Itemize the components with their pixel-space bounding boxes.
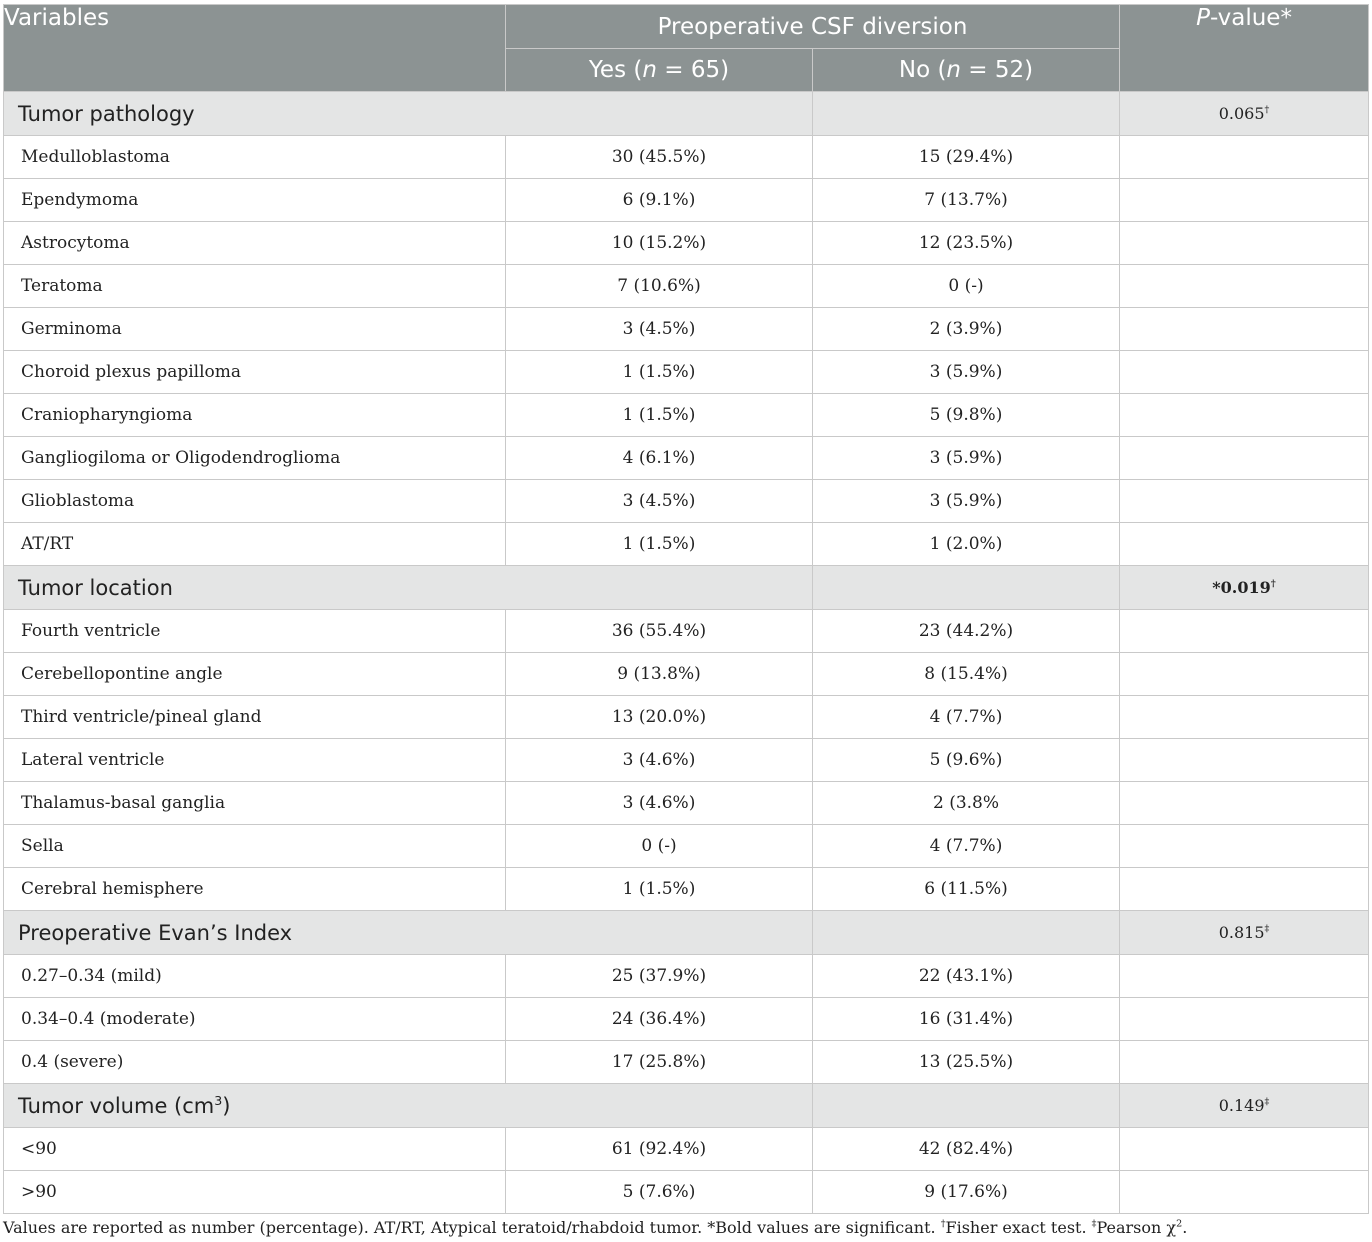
row-no-value: 4 (7.7%): [813, 825, 1120, 868]
row-label: >90: [4, 1171, 506, 1214]
row-p-cell: [1120, 955, 1369, 998]
row-label: Germinoma: [4, 308, 506, 351]
row-yes-value: 1 (1.5%): [506, 351, 813, 394]
section-title: Tumor pathology: [4, 92, 813, 136]
row-p-cell: [1120, 523, 1369, 566]
row-no-value: 3 (5.9%): [813, 437, 1120, 480]
row-label: 0.34–0.4 (moderate): [4, 998, 506, 1041]
row-p-cell: [1120, 653, 1369, 696]
data-table: [3, 4, 1369, 1214]
header-no: No (n = 52): [813, 49, 1120, 92]
row-label: Fourth ventricle: [4, 610, 506, 653]
table-row: [4, 437, 1369, 480]
row-no-value: 12 (23.5%): [813, 222, 1120, 265]
row-yes-value: 1 (1.5%): [506, 394, 813, 437]
row-label: Sella: [4, 825, 506, 868]
table-row: [4, 825, 1369, 868]
row-yes-value: 13 (20.0%): [506, 696, 813, 739]
row-no-value: 3 (5.9%): [813, 480, 1120, 523]
row-label: <90: [4, 1128, 506, 1171]
row-p-cell: [1120, 1041, 1369, 1084]
table-row: [4, 696, 1369, 739]
row-p-cell: [1120, 998, 1369, 1041]
table-row: [4, 351, 1369, 394]
row-no-value: 22 (43.1%): [813, 955, 1120, 998]
row-yes-value: 30 (45.5%): [506, 136, 813, 179]
table-row: [4, 739, 1369, 782]
table-row: [4, 394, 1369, 437]
row-no-value: 2 (3.9%): [813, 308, 1120, 351]
row-p-cell: [1120, 1171, 1369, 1214]
table-row: [4, 523, 1369, 566]
row-yes-value: 3 (4.5%): [506, 480, 813, 523]
row-no-value: 3 (5.9%): [813, 351, 1120, 394]
section-empty-cell: [813, 566, 1120, 610]
row-no-value: 42 (82.4%): [813, 1128, 1120, 1171]
row-no-value: 5 (9.6%): [813, 739, 1120, 782]
row-label: Astrocytoma: [4, 222, 506, 265]
table-row: [4, 1128, 1369, 1171]
row-p-cell: [1120, 437, 1369, 480]
row-yes-value: 61 (92.4%): [506, 1128, 813, 1171]
row-no-value: 2 (3.8%: [813, 782, 1120, 825]
row-p-cell: [1120, 825, 1369, 868]
row-label: AT/RT: [4, 523, 506, 566]
row-p-cell: [1120, 739, 1369, 782]
row-no-value: 1 (2.0%): [813, 523, 1120, 566]
section-empty-cell: [813, 911, 1120, 955]
table-row: [4, 308, 1369, 351]
row-yes-value: 9 (13.8%): [506, 653, 813, 696]
row-yes-value: 0 (-): [506, 825, 813, 868]
row-no-value: 4 (7.7%): [813, 696, 1120, 739]
header-yes: Yes (n = 65): [506, 49, 813, 92]
section-title: Tumor location: [4, 566, 813, 610]
section-p-value: 0.065†: [1120, 92, 1369, 136]
row-label: Teratoma: [4, 265, 506, 308]
row-label: Ependymoma: [4, 179, 506, 222]
row-p-cell: [1120, 1128, 1369, 1171]
row-label: 0.27–0.34 (mild): [4, 955, 506, 998]
section-p-value: *0.019†: [1120, 566, 1369, 610]
row-p-cell: [1120, 868, 1369, 911]
table-row: [4, 653, 1369, 696]
row-no-value: 5 (9.8%): [813, 394, 1120, 437]
section-empty-cell: [813, 92, 1120, 136]
row-p-cell: [1120, 222, 1369, 265]
row-p-cell: [1120, 480, 1369, 523]
section-title: Preoperative Evan’s Index: [4, 911, 813, 955]
row-p-cell: [1120, 394, 1369, 437]
row-yes-value: 3 (4.6%): [506, 739, 813, 782]
row-p-cell: [1120, 265, 1369, 308]
section-title: Tumor volume $(cm^3)$: [4, 1084, 813, 1128]
table-row: [4, 136, 1369, 179]
row-p-cell: [1120, 351, 1369, 394]
row-label: Glioblastoma: [4, 480, 506, 523]
row-yes-value: 17 (25.8%): [506, 1041, 813, 1084]
row-p-cell: [1120, 136, 1369, 179]
row-no-value: 15 (29.4%): [813, 136, 1120, 179]
row-no-value: 13 (25.5%): [813, 1041, 1120, 1084]
section-empty-cell: [813, 1084, 1120, 1128]
table-row: [4, 868, 1369, 911]
row-yes-value: 3 (4.5%): [506, 308, 813, 351]
row-label: Gangliogiloma or Oligodendroglioma: [4, 437, 506, 480]
row-label: Cerebellopontine angle: [4, 653, 506, 696]
row-yes-value: 25 (37.9%): [506, 955, 813, 998]
header-csf-diversion: Preoperative CSF diversion: [506, 5, 1120, 49]
row-no-value: 23 (44.2%): [813, 610, 1120, 653]
header-variables: Variables: [4, 5, 506, 92]
row-p-cell: [1120, 179, 1369, 222]
row-yes-value: 1 (1.5%): [506, 868, 813, 911]
section-row: [4, 911, 1369, 955]
row-label: Craniopharyngioma: [4, 394, 506, 437]
section-p-value: 0.149‡: [1120, 1084, 1369, 1128]
row-label: Thalamus-basal ganglia: [4, 782, 506, 825]
row-no-value: 0 (-): [813, 265, 1120, 308]
table-row: [4, 782, 1369, 825]
row-yes-value: 7 (10.6%): [506, 265, 813, 308]
row-yes-value: 5 (7.6%): [506, 1171, 813, 1214]
table-row: [4, 222, 1369, 265]
table-row: [4, 610, 1369, 653]
row-no-value: 16 (31.4%): [813, 998, 1120, 1041]
row-label: 0.4 (severe): [4, 1041, 506, 1084]
table-row: [4, 1041, 1369, 1084]
header-p-value: P-value*: [1120, 5, 1369, 92]
row-p-cell: [1120, 610, 1369, 653]
row-p-cell: [1120, 308, 1369, 351]
table-row: [4, 265, 1369, 308]
row-yes-value: 4 (6.1%): [506, 437, 813, 480]
row-yes-value: 36 (55.4%): [506, 610, 813, 653]
row-yes-value: 3 (4.6%): [506, 782, 813, 825]
row-p-cell: [1120, 782, 1369, 825]
row-label: Third ventricle/pineal gland: [4, 696, 506, 739]
row-yes-value: 1 (1.5%): [506, 523, 813, 566]
section-p-value: 0.815‡: [1120, 911, 1369, 955]
table-row: [4, 179, 1369, 222]
table-footnote: Values are reported as number (percentage). AT/RT, Atypical teratoid/rhabdoid tumor. *Bold values are significant. †Fisher exact test. ‡Pearson $\chi^2$.: [3, 1218, 1188, 1237]
section-row: [4, 566, 1369, 610]
row-no-value: 6 (11.5%): [813, 868, 1120, 911]
table-row: [4, 1171, 1369, 1214]
row-p-cell: [1120, 696, 1369, 739]
row-no-value: 9 (17.6%): [813, 1171, 1120, 1214]
table-row: [4, 955, 1369, 998]
row-label: Choroid plexus papilloma: [4, 351, 506, 394]
row-yes-value: 10 (15.2%): [506, 222, 813, 265]
row-yes-value: 6 (9.1%): [506, 179, 813, 222]
table-row: [4, 480, 1369, 523]
row-label: Cerebral hemisphere: [4, 868, 506, 911]
row-label: Medulloblastoma: [4, 136, 506, 179]
row-no-value: 7 (13.7%): [813, 179, 1120, 222]
section-row: [4, 1084, 1369, 1128]
section-row: [4, 92, 1369, 136]
table-row: [4, 998, 1369, 1041]
row-no-value: 8 (15.4%): [813, 653, 1120, 696]
row-label: Lateral ventricle: [4, 739, 506, 782]
row-yes-value: 24 (36.4%): [506, 998, 813, 1041]
